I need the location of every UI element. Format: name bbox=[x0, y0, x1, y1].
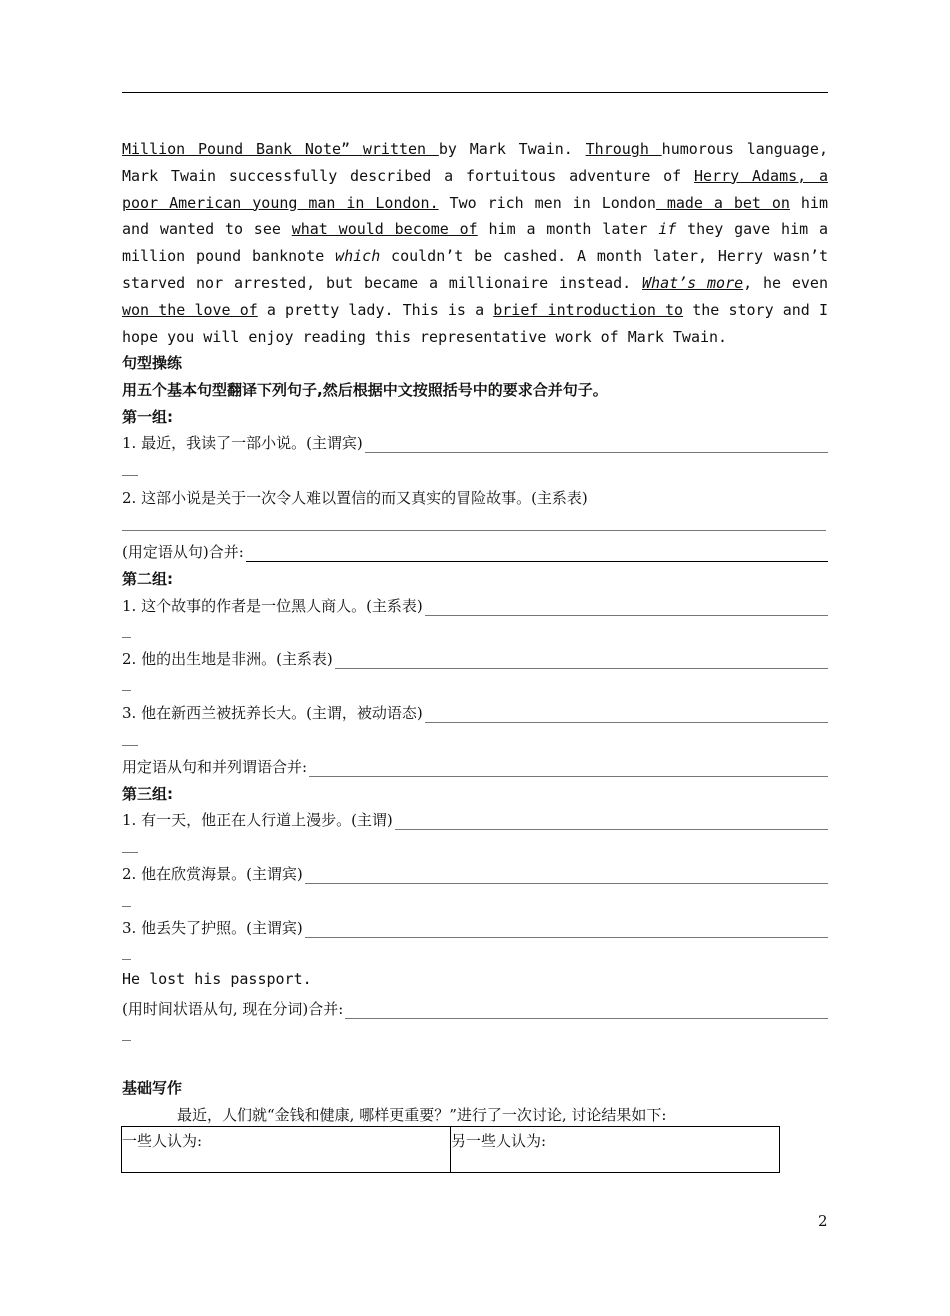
question: 2. 他的出生地是非洲。(主系表) bbox=[122, 648, 828, 669]
table-cell-some-people: 一些人认为: bbox=[122, 1127, 451, 1173]
question: 1. 这个故事的作者是一位黑人商人。(主系表) bbox=[122, 595, 828, 616]
answer-blank[interactable] bbox=[305, 922, 828, 938]
group-title: 第三组: bbox=[122, 785, 173, 803]
answer-blank-continuation[interactable] bbox=[122, 637, 131, 638]
question: 1. 有一天，他正在人行道上漫步。(主谓) bbox=[122, 809, 828, 830]
answer-blank-continuation[interactable] bbox=[122, 1040, 131, 1041]
answer-blank[interactable] bbox=[365, 437, 828, 453]
underlined-phrase: Herry Adams, a poor American young man in London. bbox=[122, 166, 828, 212]
page-number: 2 bbox=[818, 1212, 828, 1230]
answer-blank-continuation[interactable] bbox=[122, 852, 138, 853]
answer-blank-continuation[interactable] bbox=[122, 906, 131, 907]
answer-blank-continuation[interactable] bbox=[122, 475, 138, 476]
answer-blank[interactable] bbox=[305, 868, 828, 884]
answer-blank[interactable] bbox=[425, 707, 828, 723]
combine-prompt: (用定语从句)合并: bbox=[122, 541, 828, 562]
question: 1. 最近，我读了一部小说。(主谓宾) bbox=[122, 432, 828, 453]
question: 2. 这部小说是关于一次令人难以置信的而又真实的冒险故事。(主系表) bbox=[122, 489, 588, 507]
answer-blank-continuation[interactable] bbox=[122, 690, 131, 691]
group-title: 第一组: bbox=[122, 408, 173, 426]
combine-prompt: (用时间状语从句, 现在分词)合并: bbox=[122, 998, 828, 1019]
underlined-phrase: what would become of bbox=[291, 220, 478, 239]
answer-blank-continuation[interactable] bbox=[122, 959, 131, 960]
answer-blank[interactable] bbox=[335, 653, 828, 669]
underlined-italic-phrase: What’s more bbox=[642, 273, 744, 292]
italic-word: if bbox=[658, 220, 677, 239]
underlined-phrase: made a bet on bbox=[655, 193, 790, 212]
answer-blank-continuation[interactable] bbox=[122, 745, 138, 746]
answer-blank[interactable] bbox=[122, 530, 826, 531]
filled-answer: He lost his passport. bbox=[122, 970, 312, 988]
answer-blank[interactable] bbox=[246, 546, 828, 562]
section-heading-sentence-practice: 句型操练 bbox=[122, 354, 183, 372]
answer-blank[interactable] bbox=[425, 600, 828, 616]
underlined-title: Million Pound Bank Note” bbox=[122, 140, 351, 158]
underlined-phrase: written bbox=[362, 140, 439, 158]
writing-prompt: 最近，人们就“金钱和健康, 哪样更重要？”进行了一次讨论, 讨论结果如下: bbox=[177, 1106, 667, 1124]
underlined-phrase: brief introduction to bbox=[493, 300, 684, 319]
italic-word: which bbox=[335, 247, 381, 266]
instruction: 用五个基本句型翻译下列句子,然后根据中文按照括号中的要求合并句子。 bbox=[122, 381, 608, 399]
opinions-table bbox=[121, 1126, 780, 1173]
underlined-phrase: Through bbox=[585, 140, 662, 158]
answer-blank[interactable] bbox=[395, 814, 828, 830]
combine-prompt: 用定语从句和并列谓语合并: bbox=[122, 756, 828, 777]
answer-blank[interactable] bbox=[309, 761, 828, 777]
section-heading-writing: 基础写作 bbox=[122, 1079, 183, 1097]
answer-blank[interactable] bbox=[345, 1003, 828, 1019]
question: 3. 他丢失了护照。(主谓宾) bbox=[122, 917, 828, 938]
group-title: 第二组: bbox=[122, 570, 173, 588]
question: 3. 他在新西兰被抚养长大。(主谓，被动语态) bbox=[122, 702, 828, 723]
underlined-phrase: won the love of bbox=[122, 300, 258, 319]
passage-paragraph: Million Pound Bank Note” written by Mark Twain. Through humorous language, Mark Twain successfully described a fortuitous adventure of Herry Adams, a poor American young man in London. Two rich men in London made a bet on him and wanted to see what would become of him a month later if they gave him a million pound banknote which couldn’t be cashed. A month later, Herry wasn’t starved nor arrested, but became a millionaire instead. What’s more, he even won the love of a pretty lady. This is a brief introduction to the story and I hope you will enjoy reading this representative work of Mark Twain. bbox=[122, 140, 828, 346]
question: 2. 他在欣赏海景。(主谓宾) bbox=[122, 863, 828, 884]
header-rule bbox=[122, 92, 828, 93]
table-cell-others: 另一些人认为: bbox=[451, 1127, 780, 1173]
